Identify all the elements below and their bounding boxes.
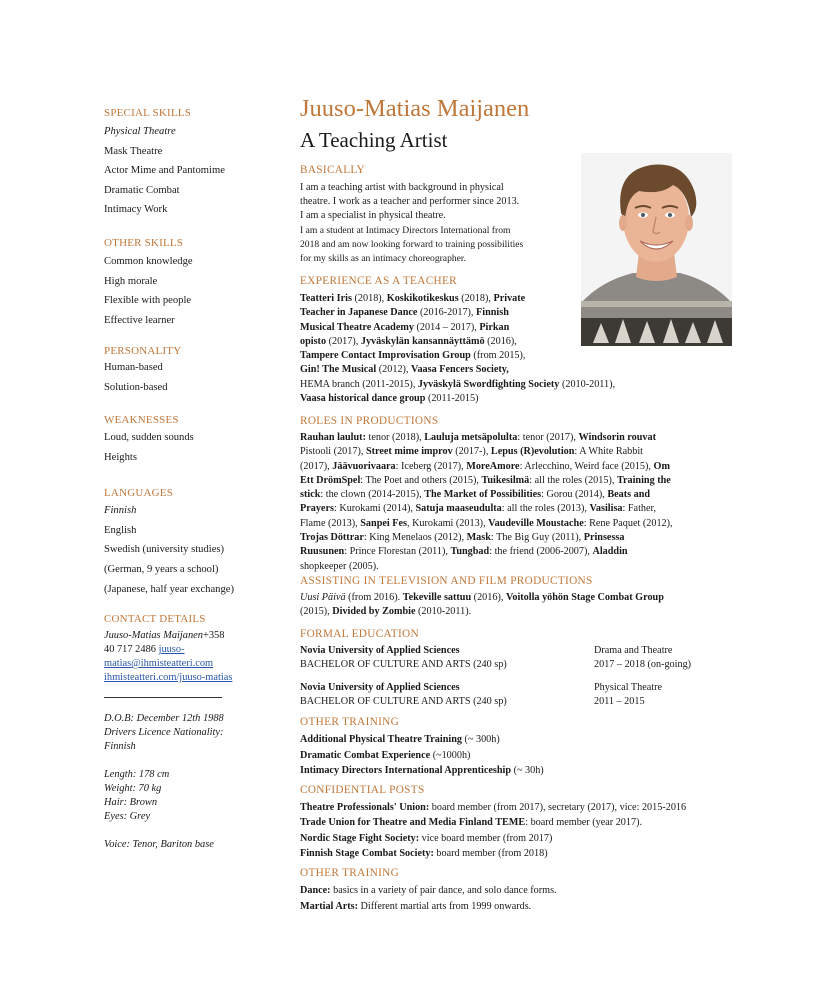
other-skills-heading: OTHER SKILLS — [104, 236, 184, 249]
roles-heading: ROLES IN PRODUCTIONS — [300, 415, 439, 427]
personality-heading: PERSONALITY — [104, 345, 182, 358]
other-training-2-heading: OTHER TRAINING — [300, 867, 400, 879]
contact-name: Juuso-Matias Maijanen — [104, 630, 203, 642]
basically-line: I am a student at Intimacy Directors International from — [300, 224, 511, 236]
sidebar — [104, 104, 274, 852]
phone-number: 40 717 2486 — [104, 644, 159, 656]
personality-item: Solution-based — [104, 382, 168, 394]
roles-text: Rauhan laulut: tenor (2018), Lauluja metsäpolulta: tenor (2017), Windsorin rouvat Pistooli (2017), Street mime improv (2017-), Lepus (R)evolution: A White Rabbit (2017), Jäävuorivaara: Iceberg (2017), MoreAmore: Arlecchino, Weird face (2015), Om Ett DrömSpel: The Poet and others (2015), Tuikesilmä: all the roles (2015), Training the stick: the clown (2014-2015), The Market of Possibilities: Gorou (2014), Beats and Prayers: Kurokami (2014), Satuja maaseudulta: all the roles (2013), Vasilisa: Father, Flame (2013), Sanpei Fes, Kurokami (2013), Vaudeville Moustache: Rene Paquet (2012), Trojas Döttrar: King Menelaos (2012), Mask: The Big Guy (2011), Prinsessa Ruusunen: Prince Florestan (2011), Tungbad: the friend (2006-2007), Aladdin shopkeeper (2005). — [300, 432, 673, 572]
skill-item: Physical Theatre — [104, 126, 176, 137]
weight: Weight: 70 kg — [104, 783, 162, 795]
basically-text — [300, 181, 575, 266]
website-link[interactable]: ihmisteatteri.com/juuso-matias — [104, 672, 233, 684]
basically-line: 2018 and am now looking forward to training possibilities — [300, 238, 524, 250]
length: Length: 178 cm — [104, 769, 170, 781]
basically-line: for my skills as an intimacy choreographer. — [300, 253, 466, 265]
other-skill-item: Common knowledge — [104, 255, 193, 267]
basically-line: I am a teaching artist with background in physical — [300, 182, 504, 193]
confidential-heading: CONFIDENTIAL POSTS — [300, 784, 425, 796]
education-entry — [300, 681, 507, 710]
school-name: Novia University of Applied Sciences — [300, 645, 460, 656]
assisting-text: Uusi Päivä (from 2016). Tekeville sattuu (2016), Voitolla yöhön Stage Combat Group (2015), Divided by Zombie (2010-2011). — [300, 592, 664, 618]
other-training-2-text: Dance: basics in a variety of pair dance, and solo dance forms. Martial Arts: Different martial arts from 1999 onwards. — [300, 885, 557, 912]
education-entry — [300, 644, 507, 673]
language-item: (Japanese, half year exchange) — [104, 583, 234, 595]
email-link-cont[interactable]: matias@ihmisteatteri.com — [104, 658, 214, 670]
other-training-text: Additional Physical Theatre Training (~ 300h) Dramatic Combat Experience (~1000h) Intimacy Directors International Apprenticeship (~ 30h) — [300, 734, 544, 776]
phone-prefix: +358 — [203, 630, 225, 642]
email-link[interactable]: juuso- — [158, 644, 185, 656]
special-skills-heading: SPECIAL SKILLS — [104, 107, 192, 119]
person-name: Juuso-Matias Maijanen — [300, 95, 530, 122]
skill-item: Dramatic Combat — [104, 184, 180, 196]
weakness-item: Loud, sudden sounds — [104, 431, 194, 443]
hair: Hair: Brown — [104, 797, 158, 809]
degree: BACHELOR OF CULTURE AND ARTS (240 sp) — [300, 659, 507, 671]
basically-line: I am a specialist in physical theatre. — [300, 210, 446, 222]
divider — [104, 697, 222, 698]
dob: D.O.B: December 12th 1988 — [104, 713, 224, 725]
voice: Voice: Tenor, Bariton base — [104, 839, 214, 851]
degree: BACHELOR OF CULTURE AND ARTS (240 sp) — [300, 696, 507, 708]
other-training-heading: OTHER TRAINING — [300, 716, 400, 728]
contact-heading: CONTACT DETAILS — [104, 613, 206, 626]
language-item: English — [104, 524, 137, 536]
personal-info — [104, 712, 274, 852]
years: 2017 – 2018 (on-going) — [594, 659, 692, 671]
education-meta — [594, 681, 662, 710]
personality-item: Human-based — [104, 362, 163, 374]
school-name: Novia University of Applied Sciences — [300, 682, 460, 693]
skill-item: Mask Theatre — [104, 145, 163, 157]
experience-text: Teatteri Iris (2018), Koskikotikeskus (2018), Private Teacher in Japanese Dance (2016-2017), Finnish Musical Theatre Academy (2014 – 2017), Pirkan opisto (2017), Jyväskylän kansannäyttämö (2016), Tampere Contact Improvisation Group (from 2015), Gin! The Musical (2012), Vaasa Fencers Society, HEMA branch (2011-2015), Jyväskylä Swordfighting Society (2010-2011), Vaasa historical dance group (2011-2015) — [300, 293, 616, 405]
nationality: Finnish — [104, 741, 136, 753]
language-item: (German, 9 years a school) — [104, 563, 219, 575]
skill-item: Actor Mime and Pantomime — [104, 165, 225, 177]
job-title: A Teaching Artist — [300, 128, 448, 152]
basically-heading: BASICALLY — [300, 164, 365, 176]
confidential-text: Theatre Professionals' Union: board member (from 2017), secretary (2017), vice: 2015-2016 Trade Union for Theatre and Media Finland TEME: board member (year 2017). Nordic Stage Fight Society: vice board member (from 2017) Finnish Stage Combat Society: board member (from 2018) — [300, 802, 687, 859]
experience-heading: EXPERIENCE AS A TEACHER — [300, 275, 458, 287]
languages-heading: LANGUAGES — [104, 487, 174, 500]
weakness-item: Heights — [104, 451, 137, 463]
other-skill-item: Flexible with people — [104, 295, 192, 307]
language-item: Swedish (university studies) — [104, 544, 225, 556]
eyes: Eyes: Grey — [104, 811, 151, 823]
other-skill-item: High morale — [104, 275, 158, 287]
education-heading: FORMAL EDUCATION — [300, 628, 419, 640]
language-item: Finnish — [104, 505, 137, 517]
field: Physical Theatre — [594, 682, 662, 693]
assisting-heading: ASSISTING IN TELEVISION AND FILM PRODUCTIONS — [300, 575, 593, 587]
basically-line: theatre. I work as a teacher and performer since 2013. — [300, 196, 520, 208]
skill-item: Intimacy Work — [104, 204, 168, 216]
weaknesses-heading: WEAKNESSES — [104, 413, 179, 426]
other-skill-item: Effective learner — [104, 314, 175, 326]
field: Drama and Theatre — [594, 645, 673, 656]
years: 2011 – 2015 — [594, 696, 645, 708]
education-meta — [594, 644, 691, 673]
licence-nationality: Drivers Licence Nationality: — [104, 727, 224, 739]
contact-block — [104, 629, 274, 685]
